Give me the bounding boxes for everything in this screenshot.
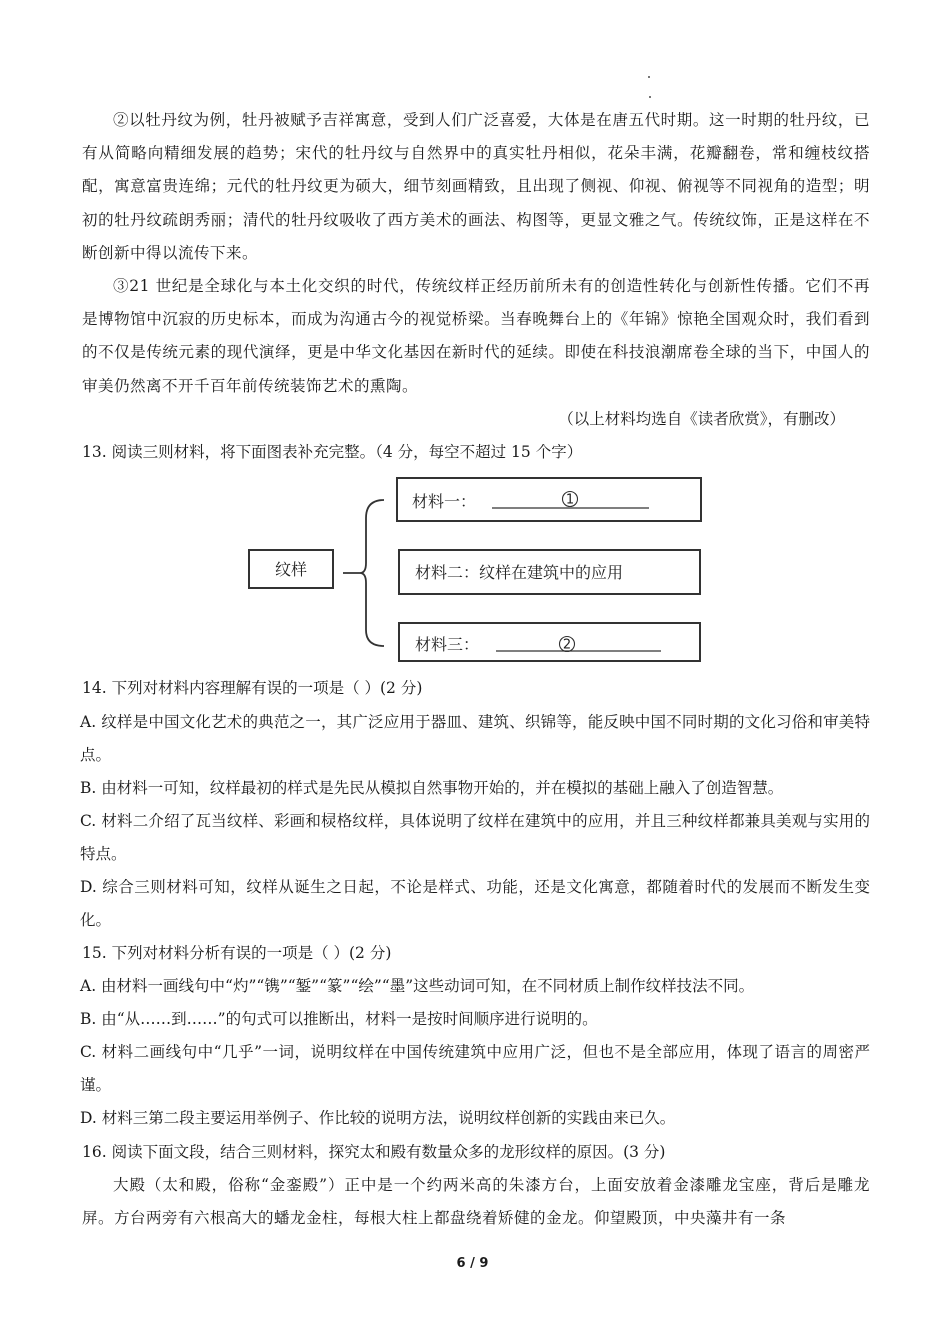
diagram-branch-1-label: 材料一：: [412, 492, 477, 511]
question-14-option-b: B. 由材料一可知，纹样最初的样式是先民从模拟自然事物开始的，并在模拟的基础上融入了创造智慧。: [80, 779, 784, 797]
question-15-option-c: C. 材料二画线句中“几乎”一词，说明纹样在中国传统建筑中应用广泛，但也不是全部应用，体现了语言的周密严谨。: [80, 1043, 870, 1095]
material-paragraph-3: ③21 世纪是全球化与本土化交织的时代，传统纹样正经历前所未有的创造性转化与创新性传播。它们不再是博物馆中沉寂的历史标本，而成为沟通古今的视觉桥梁。当春晚舞台上的《年锦》惊艳全国观众时，我们看到的不仅是传统元素的现代演绎，更是中华文化基因在新时代的延续。即使在科技浪潮席卷全球的当下，中国人的审美仍然离不开千百年前传统装饰艺术的熏陶。: [82, 277, 870, 395]
scan-speck: [649, 96, 651, 98]
material-paragraph-2: ②以牡丹纹为例，牡丹被赋予吉祥寓意，受到人们广泛喜爱，大体是在唐五代时期。这一时期的牡丹纹，已有从简略向精细发展的趋势；宋代的牡丹纹与自然界中的真实牡丹相似，花朵丰满，花瓣翻卷，常和缠枝纹搭配，寓意富贵连绵；元代的牡丹纹更为硕大，细节刻画精致，且出现了侧视、仰视、俯视等不同视角的造型；明初的牡丹纹疏朗秀丽；清代的牡丹纹吸收了西方美术的画法、构图等，更显文雅之气。传统纹饰，正是这样在不断创新中得以流传下来。: [82, 111, 870, 262]
diagram-branch-3-label: 材料三：: [415, 635, 480, 654]
question-16-passage: 大殿（太和殿，俗称“金銮殿”）正中是一个约两米高的朱漆方台，上面安放着金漆雕龙宝座，背后是雕龙屏。方台两旁有六根高大的蟠龙金柱，每根大柱上都盘绕着矫健的金龙。仰望殿顶，中央藻井有一条: [82, 1176, 870, 1228]
question-15-option-a: A. 由材料一画线句中“灼”“镌”“錾”“篆”“绘”“墨”这些动词可知，在不同材质上制作纹样技法不同。: [80, 977, 755, 995]
diagram-root-label: 纹样: [274, 560, 308, 579]
question-14-stem: 14. 下列对材料内容理解有误的一项是（ ）(2 分): [82, 679, 423, 697]
question-14-option-c: C. 材料二介绍了瓦当纹样、彩画和棂格纹样，具体说明了纹样在建筑中的应用，并且三种纹样都兼具美观与实用的特点。: [80, 812, 870, 864]
scan-speck: [648, 76, 650, 78]
blank-2-number: 2: [562, 637, 572, 653]
q13-diagram: [240, 470, 710, 670]
question-14-option-d: D. 综合三则材料可知，纹样从诞生之日起，不论是样式、功能，还是文化寓意，都随着时代的发展而不断发生变化。: [80, 878, 870, 930]
question-15-option-b: B. 由“从……到……”的句式可以推断出，材料一是按时间顺序进行说明的。: [80, 1010, 598, 1028]
material-source: （以上材料均选自《读者欣赏》，有删改）: [558, 410, 845, 428]
question-15-option-d: D. 材料三第二段主要运用举例子、作比较的说明方法，说明纹样创新的实践由来已久。: [80, 1109, 676, 1127]
blank-1-number: 1: [565, 492, 575, 508]
diagram-branch-2-label: 材料二：纹样在建筑中的应用: [415, 563, 624, 582]
question-14-option-a: A. 纹样是中国文化艺术的典范之一，其广泛应用于器皿、建筑、织锦等，能反映中国不同时期的文化习俗和审美特点。: [80, 713, 870, 765]
page-number: 6 / 9: [456, 1256, 489, 1271]
diagram-brace: [360, 500, 384, 646]
question-15-stem: 15. 下列对材料分析有误的一项是（ ）(2 分): [82, 944, 392, 962]
question-16-stem: 16. 阅读下面文段，结合三则材料，探究太和殿有数量众多的龙形纹样的原因。(3 分): [82, 1143, 666, 1161]
question-13-stem: 13. 阅读三则材料，将下面图表补充完整。（4 分，每空不超过 15 个字）: [82, 443, 583, 461]
